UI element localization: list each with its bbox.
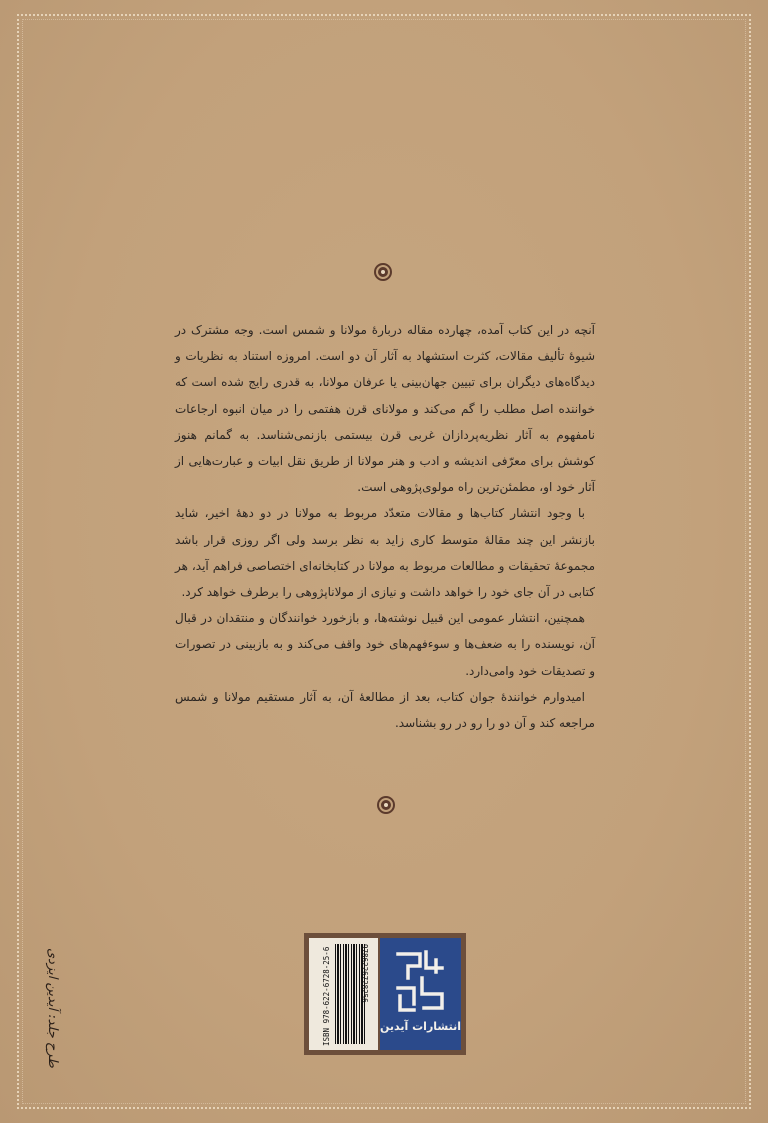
isbn-digits: 9786226728256 (360, 944, 369, 1003)
publisher-block-inner (309, 938, 461, 1050)
publisher-name: انتشارات آیدین (380, 1020, 461, 1033)
cover-designer-signature: طرح جلد: آیدین ایزدی (45, 948, 60, 1068)
publisher-block (304, 933, 466, 1055)
isbn-label: ISBN 978-622-6728-25-6 (322, 946, 331, 1046)
flower-ornament-icon (379, 798, 393, 812)
blurb-paragraph-3: همچنین، انتشار عمومی این قبیل نوشته‌ها، و بازخورد خوانندگان و منتقدان در قبال آن، نویسنده را به ضعف‌ها و سوءفهم‌های خود واقف می‌کند و به بازبینی در تصورات و تصدیقات خود وامی‌دارد. (175, 611, 595, 678)
back-cover-text (175, 317, 595, 736)
blurb-paragraph-1: آنچه در این کتاب آمده، چهارده مقاله دربارهٔ مولانا و شمس است. وجه مشترک در شیوهٔ تألیف مقالات، کثرت استشهاد به آثار آن دو است. امروزه استناد به نظریات و دیدگاه‌های دیگران برای تبیین جهان‌بینی یا عرفان مولانا، به قدری رایج شده است که خواننده اصل مطلب را گم می‌کند و مولانای قرن هفتمی را در میان انبوه ارجاعات نامفهوم به آثار نظریه‌پردازان غربی قرن بیستمی بازنمی‌شناسد. به گمانم هنوز کوشش برای معرّفی اندیشه و ادب و هنر مولانا از طریق نقل ابیات و عبارت‌هایی از آثار خود او، مطمئن‌ترین راه مولوی‌پژوهی است. (175, 323, 595, 495)
blurb-paragraph-4: امیدوارم خوانندهٔ جوان کتاب، بعد از مطالعهٔ آن، به آثار مستقیم مولانا و شمس مراجعه کند و آن دو را رو در رو بشناسد. (175, 689, 595, 731)
blurb-paragraph-2: با وجود انتشار کتاب‌ها و مقالات متعدّد مربوط به مولانا در دو دههٔ اخیر، شاید بازنشر این چند مقالهٔ متوسط کاری زاید به نظر برسد ولی اگر روزی قرار باشد مجموعهٔ تحقیقات و مطالعات مربوط به مولانا در کتابخانه‌ای اختصاصی فراهم آید، هر کتابی در آن جای خود را خواهد داشت و نیازی از مولاناپژوهی را برطرف خواهد کرد. (175, 506, 595, 600)
publisher-logo-panel (380, 938, 461, 1050)
cover-designer-credit (30, 948, 70, 1088)
publisher-logo-icon (392, 946, 448, 1014)
flower-ornament-icon (376, 265, 390, 279)
isbn-barcode-panel (309, 938, 378, 1050)
